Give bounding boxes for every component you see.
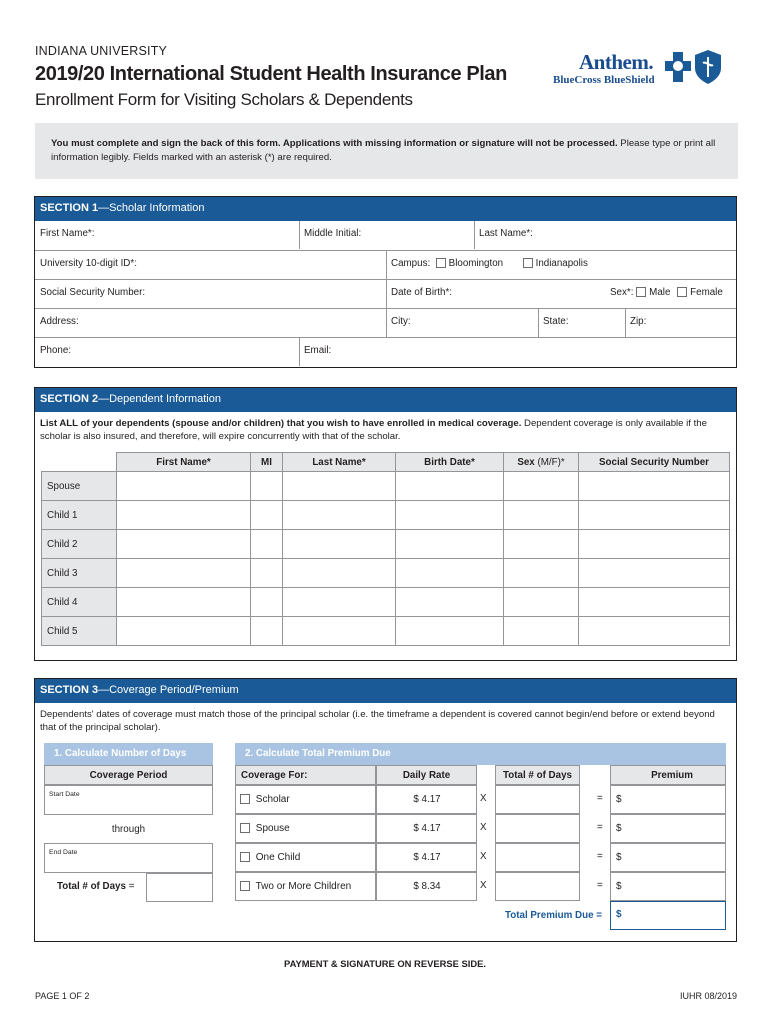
email-field[interactable] bbox=[299, 338, 736, 366]
address-row bbox=[35, 308, 736, 337]
child2-birth-date-input[interactable] bbox=[396, 530, 504, 559]
form-code: IUHR 08/2019 bbox=[679, 991, 737, 1001]
scholar-rate-cell bbox=[376, 785, 477, 814]
two-children-premium-input[interactable] bbox=[610, 872, 726, 901]
zip-label: Zip: bbox=[630, 316, 647, 327]
one-child-label: One Child bbox=[255, 852, 301, 863]
child2-last-name-input[interactable] bbox=[283, 530, 396, 559]
city-field[interactable] bbox=[386, 309, 538, 337]
child1-ssn-input[interactable] bbox=[579, 501, 730, 530]
total-days-input[interactable] bbox=[146, 873, 213, 902]
logo-anthem-text: Anthem. bbox=[579, 50, 654, 74]
two-children-checkbox[interactable] bbox=[240, 881, 250, 891]
child2-first-name-input[interactable] bbox=[117, 530, 251, 559]
section-2-label: SECTION 2 bbox=[40, 393, 99, 405]
last-name-label: Last Name*: bbox=[479, 228, 533, 239]
end-date-label: End Date bbox=[49, 849, 78, 856]
scholar-dollar: $ bbox=[616, 794, 622, 805]
address-field[interactable] bbox=[35, 309, 386, 337]
child5-sex-input[interactable] bbox=[504, 617, 579, 646]
dependent-instructions-normal: Dependent coverage is only available if the scholar is also insured, and therefore, will expire concurrently with that of the scholar. bbox=[40, 418, 707, 442]
date-of-birth-label: Date of Birth*: bbox=[391, 287, 452, 298]
col-mi: MI bbox=[251, 453, 283, 472]
middle-initial-field[interactable] bbox=[299, 221, 474, 249]
coverage-for-header: Coverage For: bbox=[235, 765, 376, 785]
daily-rate-header: Daily Rate bbox=[376, 765, 477, 785]
two-children-days-input[interactable] bbox=[495, 872, 580, 901]
dependent-instructions-bold: List ALL of your dependents (spouse and/or children) that you wish to have enrolled in medical coverage. bbox=[40, 418, 522, 429]
spouse-premium-input[interactable] bbox=[610, 814, 726, 843]
two-children-times: X bbox=[480, 880, 487, 891]
section-1-scholar-information bbox=[34, 196, 737, 368]
child2-sex-input[interactable] bbox=[504, 530, 579, 559]
section-3-coverage-premium bbox=[34, 678, 737, 942]
child4-mi-input[interactable] bbox=[251, 588, 283, 617]
calc-premium-bar: 2. Calculate Total Premium Due bbox=[235, 743, 726, 765]
table-row bbox=[42, 530, 730, 559]
university-id-field[interactable] bbox=[35, 251, 386, 279]
one-child-rate-cell bbox=[376, 843, 477, 872]
page-subtitle: Enrollment Form for Visiting Scholars & Dependents bbox=[35, 90, 413, 109]
section-1-dash: — bbox=[98, 202, 110, 214]
child5-mi-input[interactable] bbox=[251, 617, 283, 646]
spouse-label: Spouse bbox=[255, 823, 290, 834]
dependents-header-row bbox=[42, 453, 730, 472]
one-child-coverage-cell bbox=[235, 843, 376, 872]
child5-birth-date-input[interactable] bbox=[396, 617, 504, 646]
spouse-days-input[interactable] bbox=[495, 814, 580, 843]
ssn-dob-row bbox=[35, 279, 736, 308]
total-days-label bbox=[57, 881, 134, 892]
spouse-sex-input[interactable] bbox=[504, 472, 579, 501]
child3-birth-date-input[interactable] bbox=[396, 559, 504, 588]
child3-mi-input[interactable] bbox=[251, 559, 283, 588]
child4-sex-input[interactable] bbox=[504, 588, 579, 617]
logo-bcbs-text: BlueCross BlueShield bbox=[553, 74, 655, 86]
child1-mi-input[interactable] bbox=[251, 501, 283, 530]
zip-field[interactable] bbox=[625, 309, 736, 337]
scholar-label: Scholar bbox=[255, 794, 290, 805]
sex-female-checkbox[interactable] bbox=[677, 287, 687, 297]
date-of-birth-field[interactable] bbox=[386, 280, 601, 308]
section-2-dependent-information bbox=[34, 387, 737, 661]
university-id-label: University 10-digit ID*: bbox=[40, 258, 137, 269]
campus-indianapolis-label: Indianapolis bbox=[535, 258, 588, 269]
child1-last-name-input[interactable] bbox=[283, 501, 396, 530]
row-label-child-3: Child 3 bbox=[42, 559, 117, 588]
child2-ssn-input[interactable] bbox=[579, 530, 730, 559]
spouse-rate-cell bbox=[376, 814, 477, 843]
section-2-dash: — bbox=[98, 393, 110, 405]
col-last-name: Last Name* bbox=[283, 453, 396, 472]
row-label-child-5: Child 5 bbox=[42, 617, 117, 646]
anthem-logo bbox=[553, 50, 733, 90]
state-label: State: bbox=[543, 316, 569, 327]
total-days-label-text: Total # of Days bbox=[57, 881, 126, 892]
spouse-times: X bbox=[480, 822, 487, 833]
child5-last-name-input[interactable] bbox=[283, 617, 396, 646]
spouse-last-name-input[interactable] bbox=[283, 472, 396, 501]
spouse-ssn-input[interactable] bbox=[579, 472, 730, 501]
scholar-name-row bbox=[35, 221, 736, 250]
first-name-field[interactable] bbox=[35, 221, 299, 249]
section-3-title: Coverage Period/Premium bbox=[109, 684, 239, 696]
phone-field[interactable] bbox=[35, 338, 299, 366]
table-row bbox=[42, 472, 730, 501]
row-label-child-1: Child 1 bbox=[42, 501, 117, 530]
child3-ssn-input[interactable] bbox=[579, 559, 730, 588]
premium-header: Premium bbox=[610, 765, 726, 785]
child3-last-name-input[interactable] bbox=[283, 559, 396, 588]
child3-sex-input[interactable] bbox=[504, 559, 579, 588]
col-ssn: Social Security Number bbox=[579, 453, 730, 472]
table-row bbox=[42, 501, 730, 530]
payment-signature-note: PAYMENT & SIGNATURE ON REVERSE SIDE. bbox=[284, 958, 486, 969]
total-days-equals: = bbox=[128, 881, 135, 892]
row-label-spouse: Spouse bbox=[42, 472, 117, 501]
instructions-notice bbox=[35, 123, 738, 179]
total-premium-due-input[interactable] bbox=[610, 901, 726, 930]
one-child-days-input[interactable] bbox=[495, 843, 580, 872]
email-label: Email: bbox=[304, 345, 332, 356]
spouse-rate: $ 4.17 bbox=[413, 823, 441, 834]
spouse-birth-date-input[interactable] bbox=[396, 472, 504, 501]
sex-male-label: Male bbox=[649, 287, 671, 298]
row-label-child-4: Child 4 bbox=[42, 588, 117, 617]
child1-sex-input[interactable] bbox=[504, 501, 579, 530]
phone-label: Phone: bbox=[40, 345, 72, 356]
page-number: PAGE 1 OF 2 bbox=[35, 991, 90, 1001]
address-label: Address: bbox=[40, 316, 79, 327]
two-children-label: Two or More Children bbox=[255, 881, 352, 892]
spouse-mi-input[interactable] bbox=[251, 472, 283, 501]
child4-ssn-input[interactable] bbox=[579, 588, 730, 617]
col-first-name: First Name* bbox=[117, 453, 251, 472]
ssn-field[interactable] bbox=[35, 280, 386, 308]
table-row bbox=[42, 588, 730, 617]
child5-ssn-input[interactable] bbox=[579, 617, 730, 646]
section-1-label: SECTION 1 bbox=[40, 202, 99, 214]
middle-initial-label: Middle Initial: bbox=[304, 228, 362, 239]
state-field[interactable] bbox=[538, 309, 625, 337]
col-sex-hint: (M/F)* bbox=[534, 456, 565, 468]
one-child-rate: $ 4.17 bbox=[413, 852, 441, 863]
university-name: INDIANA UNIVERSITY bbox=[35, 44, 168, 58]
page-title: 2019/20 International Student Health Insurance Plan bbox=[35, 63, 507, 85]
coverage-instructions: Dependents' dates of coverage must match those of the principal scholar (i.e. the timeframe a dependent is covered cannot begin/end before or extend beyond that of the principal scholar). bbox=[40, 709, 715, 733]
coverage-period-header: Coverage Period bbox=[44, 765, 213, 785]
child5-first-name-input[interactable] bbox=[117, 617, 251, 646]
one-child-dollar: $ bbox=[616, 852, 622, 863]
sex-male-checkbox[interactable] bbox=[636, 287, 646, 297]
campus-bloomington-label: Bloomington bbox=[448, 258, 504, 269]
two-children-dollar: $ bbox=[616, 881, 622, 892]
spouse-checkbox[interactable] bbox=[240, 823, 250, 833]
col-birth-date: Birth Date* bbox=[396, 453, 504, 472]
section-3-label: SECTION 3 bbox=[40, 684, 99, 696]
dependents-table bbox=[41, 452, 730, 646]
total-premium-due-label: Total Premium Due = bbox=[505, 910, 602, 921]
two-children-rate: $ 8.34 bbox=[413, 881, 441, 892]
dependent-instructions bbox=[40, 417, 730, 443]
child2-mi-input[interactable] bbox=[251, 530, 283, 559]
table-row bbox=[42, 617, 730, 646]
one-child-equals: = bbox=[597, 851, 603, 862]
start-date-label: Start Date bbox=[49, 791, 80, 798]
two-children-rate-cell bbox=[376, 872, 477, 901]
notice-bold-text: You must complete and sign the back of this form. Applications with missing information or signature will not be processed. bbox=[51, 138, 618, 149]
header-blank bbox=[42, 453, 117, 472]
section-1-header bbox=[35, 197, 736, 221]
scholar-coverage-cell bbox=[235, 785, 376, 814]
sex-field bbox=[605, 280, 736, 308]
section-3-header bbox=[35, 679, 736, 703]
child3-first-name-input[interactable] bbox=[117, 559, 251, 588]
scholar-checkbox[interactable] bbox=[240, 794, 250, 804]
scholar-equals: = bbox=[597, 793, 603, 804]
col-sex-label: Sex bbox=[517, 456, 535, 468]
start-date-input[interactable] bbox=[44, 785, 213, 815]
spouse-equals: = bbox=[597, 822, 603, 833]
calc-days-bar: 1. Calculate Number of Days bbox=[44, 743, 213, 765]
child1-first-name-input[interactable] bbox=[117, 501, 251, 530]
spouse-coverage-cell bbox=[235, 814, 376, 843]
end-date-input[interactable] bbox=[44, 843, 213, 873]
section-2-title: Dependent Information bbox=[109, 393, 221, 405]
two-children-equals: = bbox=[597, 880, 603, 891]
campus-indianapolis-checkbox[interactable] bbox=[523, 258, 533, 268]
child1-birth-date-input[interactable] bbox=[396, 501, 504, 530]
header-spacer-x bbox=[477, 765, 495, 785]
child4-birth-date-input[interactable] bbox=[396, 588, 504, 617]
city-label: City: bbox=[391, 316, 411, 327]
university-id-row bbox=[35, 250, 736, 279]
table-row bbox=[42, 559, 730, 588]
sex-label: Sex*: bbox=[610, 287, 634, 298]
spouse-first-name-input[interactable] bbox=[117, 472, 251, 501]
one-child-times: X bbox=[480, 851, 487, 862]
first-name-label: First Name*: bbox=[40, 228, 95, 239]
total-premium-dollar: $ bbox=[616, 909, 622, 920]
one-child-checkbox[interactable] bbox=[240, 852, 250, 862]
child4-last-name-input[interactable] bbox=[283, 588, 396, 617]
blue-shield-icon bbox=[695, 50, 721, 84]
scholar-days-input[interactable] bbox=[495, 785, 580, 814]
sex-female-label: Female bbox=[690, 287, 723, 298]
section-2-header bbox=[35, 388, 736, 412]
contact-row bbox=[35, 337, 736, 366]
two-children-coverage-cell bbox=[235, 872, 376, 901]
one-child-premium-input[interactable] bbox=[610, 843, 726, 872]
blue-cross-icon bbox=[665, 52, 691, 82]
child4-first-name-input[interactable] bbox=[117, 588, 251, 617]
section-1-title: Scholar Information bbox=[109, 202, 205, 214]
campus-label: Campus: bbox=[391, 258, 431, 269]
campus-field bbox=[386, 251, 736, 279]
last-name-field[interactable] bbox=[474, 221, 736, 249]
notice-normal-text: Please type or print all information legibly. Fields marked with an asterisk (*) are required. bbox=[51, 138, 716, 163]
scholar-times: X bbox=[480, 793, 487, 804]
col-sex bbox=[504, 453, 579, 472]
row-label-child-2: Child 2 bbox=[42, 530, 117, 559]
spouse-dollar: $ bbox=[616, 823, 622, 834]
ssn-label: Social Security Number: bbox=[40, 287, 146, 298]
section-3-dash: — bbox=[98, 684, 110, 696]
scholar-rate: $ 4.17 bbox=[413, 794, 441, 805]
through-label: through bbox=[111, 824, 146, 835]
scholar-premium-input[interactable] bbox=[610, 785, 726, 814]
campus-bloomington-checkbox[interactable] bbox=[436, 258, 446, 268]
total-days-header: Total # of Days bbox=[495, 765, 580, 785]
